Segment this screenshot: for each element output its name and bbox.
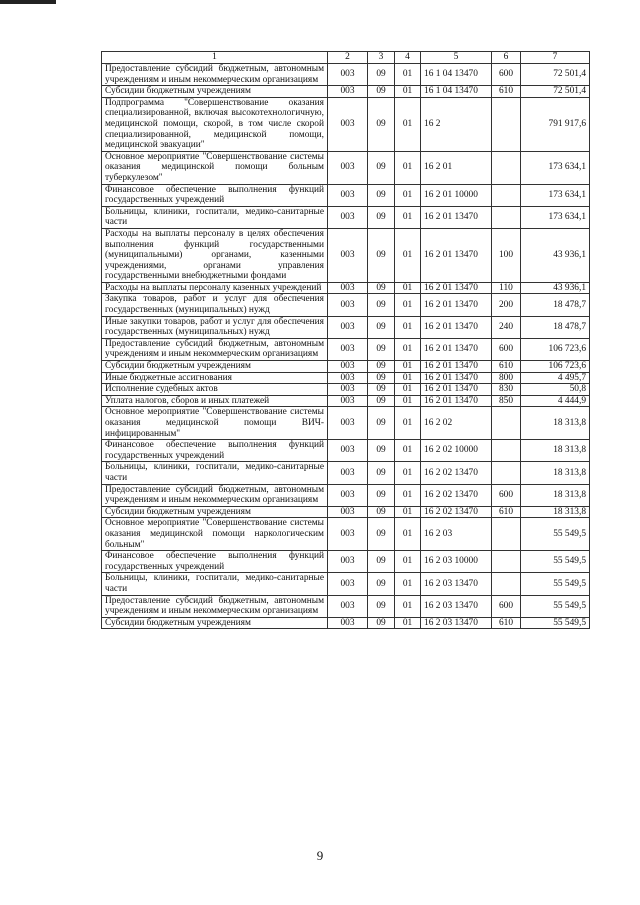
row-sum-cell: 55 549,5	[521, 617, 590, 629]
row-vr-cell	[492, 551, 521, 573]
row-csr-cell: 16 2 01 10000	[421, 184, 492, 206]
row-csr-cell: 16 1 04 13470	[421, 86, 492, 98]
row-gr-cell: 003	[328, 64, 368, 86]
header-cell: 3	[368, 52, 395, 64]
row-rz-cell: 09	[368, 551, 395, 573]
row-name-cell: Предоставление субсидий бюджетным, автономным учреждениям и иным некоммерческим организациям	[102, 338, 328, 360]
row-rz-cell: 09	[368, 462, 395, 484]
row-sum-cell: 18 313,8	[521, 407, 590, 440]
row-csr-cell: 16 2 01 13470	[421, 316, 492, 338]
row-vr-cell	[492, 206, 521, 228]
row-vr-cell: 200	[492, 294, 521, 316]
row-vr-cell: 600	[492, 595, 521, 617]
table-row	[102, 151, 590, 184]
row-pr-cell: 01	[395, 294, 421, 316]
row-gr-cell: 003	[328, 595, 368, 617]
table-row	[102, 64, 590, 86]
row-csr-cell: 16 2 02 13470	[421, 506, 492, 518]
row-name-cell: Расходы на выплаты персоналу казенных учреждений	[102, 282, 328, 294]
row-rz-cell: 09	[368, 395, 395, 407]
row-name-cell: Основное мероприятие "Совершенствование системы оказания медицинской помощи наркологическим больным"	[102, 518, 328, 551]
row-gr-cell: 003	[328, 338, 368, 360]
row-vr-cell: 610	[492, 506, 521, 518]
row-csr-cell: 16 2 01 13470	[421, 361, 492, 373]
budget-table	[101, 51, 590, 629]
row-name-cell: Уплата налогов, сборов и иных платежей	[102, 395, 328, 407]
row-rz-cell: 09	[368, 97, 395, 151]
row-pr-cell: 01	[395, 551, 421, 573]
row-name-cell: Финансовое обеспечение выполнения функций государственных учреждений	[102, 551, 328, 573]
table-row	[102, 372, 590, 384]
row-name-cell: Больницы, клиники, госпитали, медико-санитарные части	[102, 206, 328, 228]
header-cell: 2	[328, 52, 368, 64]
row-vr-cell	[492, 573, 521, 595]
row-gr-cell: 003	[328, 551, 368, 573]
row-csr-cell: 16 2 03 13470	[421, 617, 492, 629]
row-vr-cell: 110	[492, 282, 521, 294]
row-gr-cell: 003	[328, 294, 368, 316]
table-row	[102, 407, 590, 440]
row-rz-cell: 09	[368, 361, 395, 373]
row-sum-cell: 72 501,4	[521, 64, 590, 86]
row-csr-cell: 16 2 01 13470	[421, 338, 492, 360]
row-vr-cell	[492, 440, 521, 462]
row-pr-cell: 01	[395, 86, 421, 98]
row-csr-cell: 16 2 02 10000	[421, 440, 492, 462]
table-row	[102, 282, 590, 294]
row-name-cell: Предоставление субсидий бюджетным, автономным учреждениям и иным некоммерческим организациям	[102, 595, 328, 617]
row-rz-cell: 09	[368, 184, 395, 206]
row-csr-cell: 16 2 02 13470	[421, 462, 492, 484]
row-rz-cell: 09	[368, 407, 395, 440]
header-cell: 4	[395, 52, 421, 64]
row-name-cell: Больницы, клиники, госпитали, медико-санитарные части	[102, 573, 328, 595]
row-pr-cell: 01	[395, 228, 421, 282]
row-rz-cell: 09	[368, 64, 395, 86]
row-vr-cell: 610	[492, 361, 521, 373]
row-csr-cell: 16 2 01 13470	[421, 228, 492, 282]
row-name-cell: Субсидии бюджетным учреждениям	[102, 361, 328, 373]
row-pr-cell: 01	[395, 64, 421, 86]
header-cell: 5	[421, 52, 492, 64]
row-gr-cell: 003	[328, 462, 368, 484]
table-row	[102, 440, 590, 462]
row-pr-cell: 01	[395, 407, 421, 440]
row-sum-cell: 18 313,8	[521, 506, 590, 518]
row-gr-cell: 003	[328, 395, 368, 407]
row-name-cell: Основное мероприятие "Совершенствование системы оказания медицинской помощи больным туберкулезом"	[102, 151, 328, 184]
row-rz-cell: 09	[368, 617, 395, 629]
row-sum-cell: 18 478,7	[521, 316, 590, 338]
row-name-cell: Иные закупки товаров, работ и услуг для обеспечения государственных (муниципальных) нужд	[102, 316, 328, 338]
row-sum-cell: 18 478,7	[521, 294, 590, 316]
row-gr-cell: 003	[328, 97, 368, 151]
row-sum-cell: 72 501,4	[521, 86, 590, 98]
row-name-cell: Финансовое обеспечение выполнения функций государственных учреждений	[102, 440, 328, 462]
row-pr-cell: 01	[395, 617, 421, 629]
row-sum-cell: 55 549,5	[521, 551, 590, 573]
row-pr-cell: 01	[395, 338, 421, 360]
table-row	[102, 206, 590, 228]
row-sum-cell: 18 313,8	[521, 462, 590, 484]
row-rz-cell: 09	[368, 282, 395, 294]
row-rz-cell: 09	[368, 338, 395, 360]
row-pr-cell: 01	[395, 573, 421, 595]
row-csr-cell: 16 2 02	[421, 407, 492, 440]
row-pr-cell: 01	[395, 518, 421, 551]
table-row	[102, 595, 590, 617]
row-pr-cell: 01	[395, 484, 421, 506]
row-csr-cell: 16 2 03 13470	[421, 595, 492, 617]
row-sum-cell: 173 634,1	[521, 151, 590, 184]
row-rz-cell: 09	[368, 206, 395, 228]
row-gr-cell: 003	[328, 506, 368, 518]
row-vr-cell: 850	[492, 395, 521, 407]
page-number: 9	[316, 848, 324, 863]
header-row	[102, 52, 590, 64]
row-rz-cell: 09	[368, 228, 395, 282]
table-row	[102, 484, 590, 506]
row-vr-cell	[492, 184, 521, 206]
row-csr-cell: 16 2 01 13470	[421, 294, 492, 316]
row-csr-cell: 16 2 03 10000	[421, 551, 492, 573]
row-name-cell: Финансовое обеспечение выполнения функций государственных учреждений	[102, 184, 328, 206]
row-sum-cell: 173 634,1	[521, 184, 590, 206]
row-vr-cell	[492, 518, 521, 551]
row-pr-cell: 01	[395, 184, 421, 206]
row-gr-cell: 003	[328, 484, 368, 506]
row-csr-cell: 16 2 03	[421, 518, 492, 551]
row-vr-cell: 100	[492, 228, 521, 282]
row-pr-cell: 01	[395, 282, 421, 294]
row-csr-cell: 16 2 01	[421, 151, 492, 184]
row-rz-cell: 09	[368, 484, 395, 506]
header-cell: 7	[521, 52, 590, 64]
row-gr-cell: 003	[328, 228, 368, 282]
row-pr-cell: 01	[395, 372, 421, 384]
table-row	[102, 573, 590, 595]
row-sum-cell: 55 549,5	[521, 595, 590, 617]
row-name-cell: Субсидии бюджетным учреждениям	[102, 86, 328, 98]
row-csr-cell: 16 2 01 13470	[421, 384, 492, 396]
corner-scan-mark	[0, 0, 56, 4]
table-body	[102, 64, 590, 629]
row-gr-cell: 003	[328, 361, 368, 373]
row-gr-cell: 003	[328, 316, 368, 338]
table-row	[102, 228, 590, 282]
row-sum-cell: 106 723,6	[521, 361, 590, 373]
header-cell: 6	[492, 52, 521, 64]
table-row	[102, 462, 590, 484]
row-rz-cell: 09	[368, 372, 395, 384]
row-csr-cell: 16 2 01 13470	[421, 395, 492, 407]
table-row	[102, 384, 590, 396]
row-gr-cell: 003	[328, 407, 368, 440]
row-pr-cell: 01	[395, 361, 421, 373]
row-vr-cell	[492, 151, 521, 184]
row-name-cell: Субсидии бюджетным учреждениям	[102, 506, 328, 518]
row-name-cell: Закупка товаров, работ и услуг для обеспечения государственных (муниципальных) нужд	[102, 294, 328, 316]
row-pr-cell: 01	[395, 595, 421, 617]
row-rz-cell: 09	[368, 86, 395, 98]
row-vr-cell	[492, 462, 521, 484]
row-gr-cell: 003	[328, 384, 368, 396]
row-rz-cell: 09	[368, 595, 395, 617]
row-gr-cell: 003	[328, 184, 368, 206]
table-row	[102, 97, 590, 151]
row-rz-cell: 09	[368, 294, 395, 316]
row-gr-cell: 003	[328, 573, 368, 595]
row-name-cell: Основное мероприятие "Совершенствование системы оказания медицинской помощи ВИЧ-инфицированным"	[102, 407, 328, 440]
row-sum-cell: 18 313,8	[521, 440, 590, 462]
row-vr-cell	[492, 97, 521, 151]
row-sum-cell: 18 313,8	[521, 484, 590, 506]
table-row	[102, 617, 590, 629]
row-sum-cell: 43 936,1	[521, 282, 590, 294]
row-csr-cell: 16 2	[421, 97, 492, 151]
row-gr-cell: 003	[328, 372, 368, 384]
table-row	[102, 518, 590, 551]
row-csr-cell: 16 2 03 13470	[421, 573, 492, 595]
row-pr-cell: 01	[395, 384, 421, 396]
row-gr-cell: 003	[328, 86, 368, 98]
table-row	[102, 551, 590, 573]
row-vr-cell: 600	[492, 484, 521, 506]
row-pr-cell: 01	[395, 97, 421, 151]
row-sum-cell: 50,8	[521, 384, 590, 396]
row-vr-cell: 610	[492, 617, 521, 629]
table-row	[102, 316, 590, 338]
row-vr-cell: 600	[492, 64, 521, 86]
row-name-cell: Расходы на выплаты персоналу в целях обеспечения выполнения функций государственными (муниципальными) органами, казенными учреждениями, органами управления государственными внебюджетными фондами	[102, 228, 328, 282]
row-sum-cell: 106 723,6	[521, 338, 590, 360]
row-gr-cell: 003	[328, 282, 368, 294]
row-pr-cell: 01	[395, 440, 421, 462]
row-csr-cell: 16 1 04 13470	[421, 64, 492, 86]
table-row	[102, 395, 590, 407]
row-sum-cell: 43 936,1	[521, 228, 590, 282]
row-csr-cell: 16 2 01 13470	[421, 282, 492, 294]
row-vr-cell: 800	[492, 372, 521, 384]
row-vr-cell: 830	[492, 384, 521, 396]
row-rz-cell: 09	[368, 440, 395, 462]
row-csr-cell: 16 2 02 13470	[421, 484, 492, 506]
row-rz-cell: 09	[368, 151, 395, 184]
table-row	[102, 338, 590, 360]
row-rz-cell: 09	[368, 573, 395, 595]
row-vr-cell	[492, 407, 521, 440]
row-sum-cell: 4 444,9	[521, 395, 590, 407]
table-row	[102, 86, 590, 98]
row-sum-cell: 55 549,5	[521, 518, 590, 551]
header-cell: 1	[102, 52, 328, 64]
table-row	[102, 361, 590, 373]
table-row	[102, 506, 590, 518]
row-pr-cell: 01	[395, 395, 421, 407]
row-csr-cell: 16 2 01 13470	[421, 206, 492, 228]
row-gr-cell: 003	[328, 206, 368, 228]
row-pr-cell: 01	[395, 506, 421, 518]
row-pr-cell: 01	[395, 206, 421, 228]
row-name-cell: Исполнение судебных актов	[102, 384, 328, 396]
row-name-cell: Подпрограмма "Совершенствование оказания специализированной, включая высокотехнологичную, медицинской помощи, скорой, в том числе скорой специализированной, медицинской помощи, медицинской эвакуации"	[102, 97, 328, 151]
row-name-cell: Предоставление субсидий бюджетным, автономным учреждениям и иным некоммерческим организациям	[102, 64, 328, 86]
row-gr-cell: 003	[328, 617, 368, 629]
row-pr-cell: 01	[395, 462, 421, 484]
row-gr-cell: 003	[328, 151, 368, 184]
row-rz-cell: 09	[368, 506, 395, 518]
row-csr-cell: 16 2 01 13470	[421, 372, 492, 384]
row-name-cell: Больницы, клиники, госпитали, медико-санитарные части	[102, 462, 328, 484]
row-sum-cell: 55 549,5	[521, 573, 590, 595]
row-rz-cell: 09	[368, 316, 395, 338]
row-name-cell: Предоставление субсидий бюджетным, автономным учреждениям и иным некоммерческим организациям	[102, 484, 328, 506]
row-sum-cell: 791 917,6	[521, 97, 590, 151]
row-name-cell: Иные бюджетные ассигнования	[102, 372, 328, 384]
row-pr-cell: 01	[395, 316, 421, 338]
row-sum-cell: 173 634,1	[521, 206, 590, 228]
row-vr-cell: 240	[492, 316, 521, 338]
row-pr-cell: 01	[395, 151, 421, 184]
table-row	[102, 294, 590, 316]
row-vr-cell: 600	[492, 338, 521, 360]
table-row	[102, 184, 590, 206]
row-gr-cell: 003	[328, 440, 368, 462]
row-name-cell: Субсидии бюджетным учреждениям	[102, 617, 328, 629]
row-sum-cell: 4 495,7	[521, 372, 590, 384]
row-rz-cell: 09	[368, 384, 395, 396]
row-vr-cell: 610	[492, 86, 521, 98]
row-gr-cell: 003	[328, 518, 368, 551]
row-rz-cell: 09	[368, 518, 395, 551]
